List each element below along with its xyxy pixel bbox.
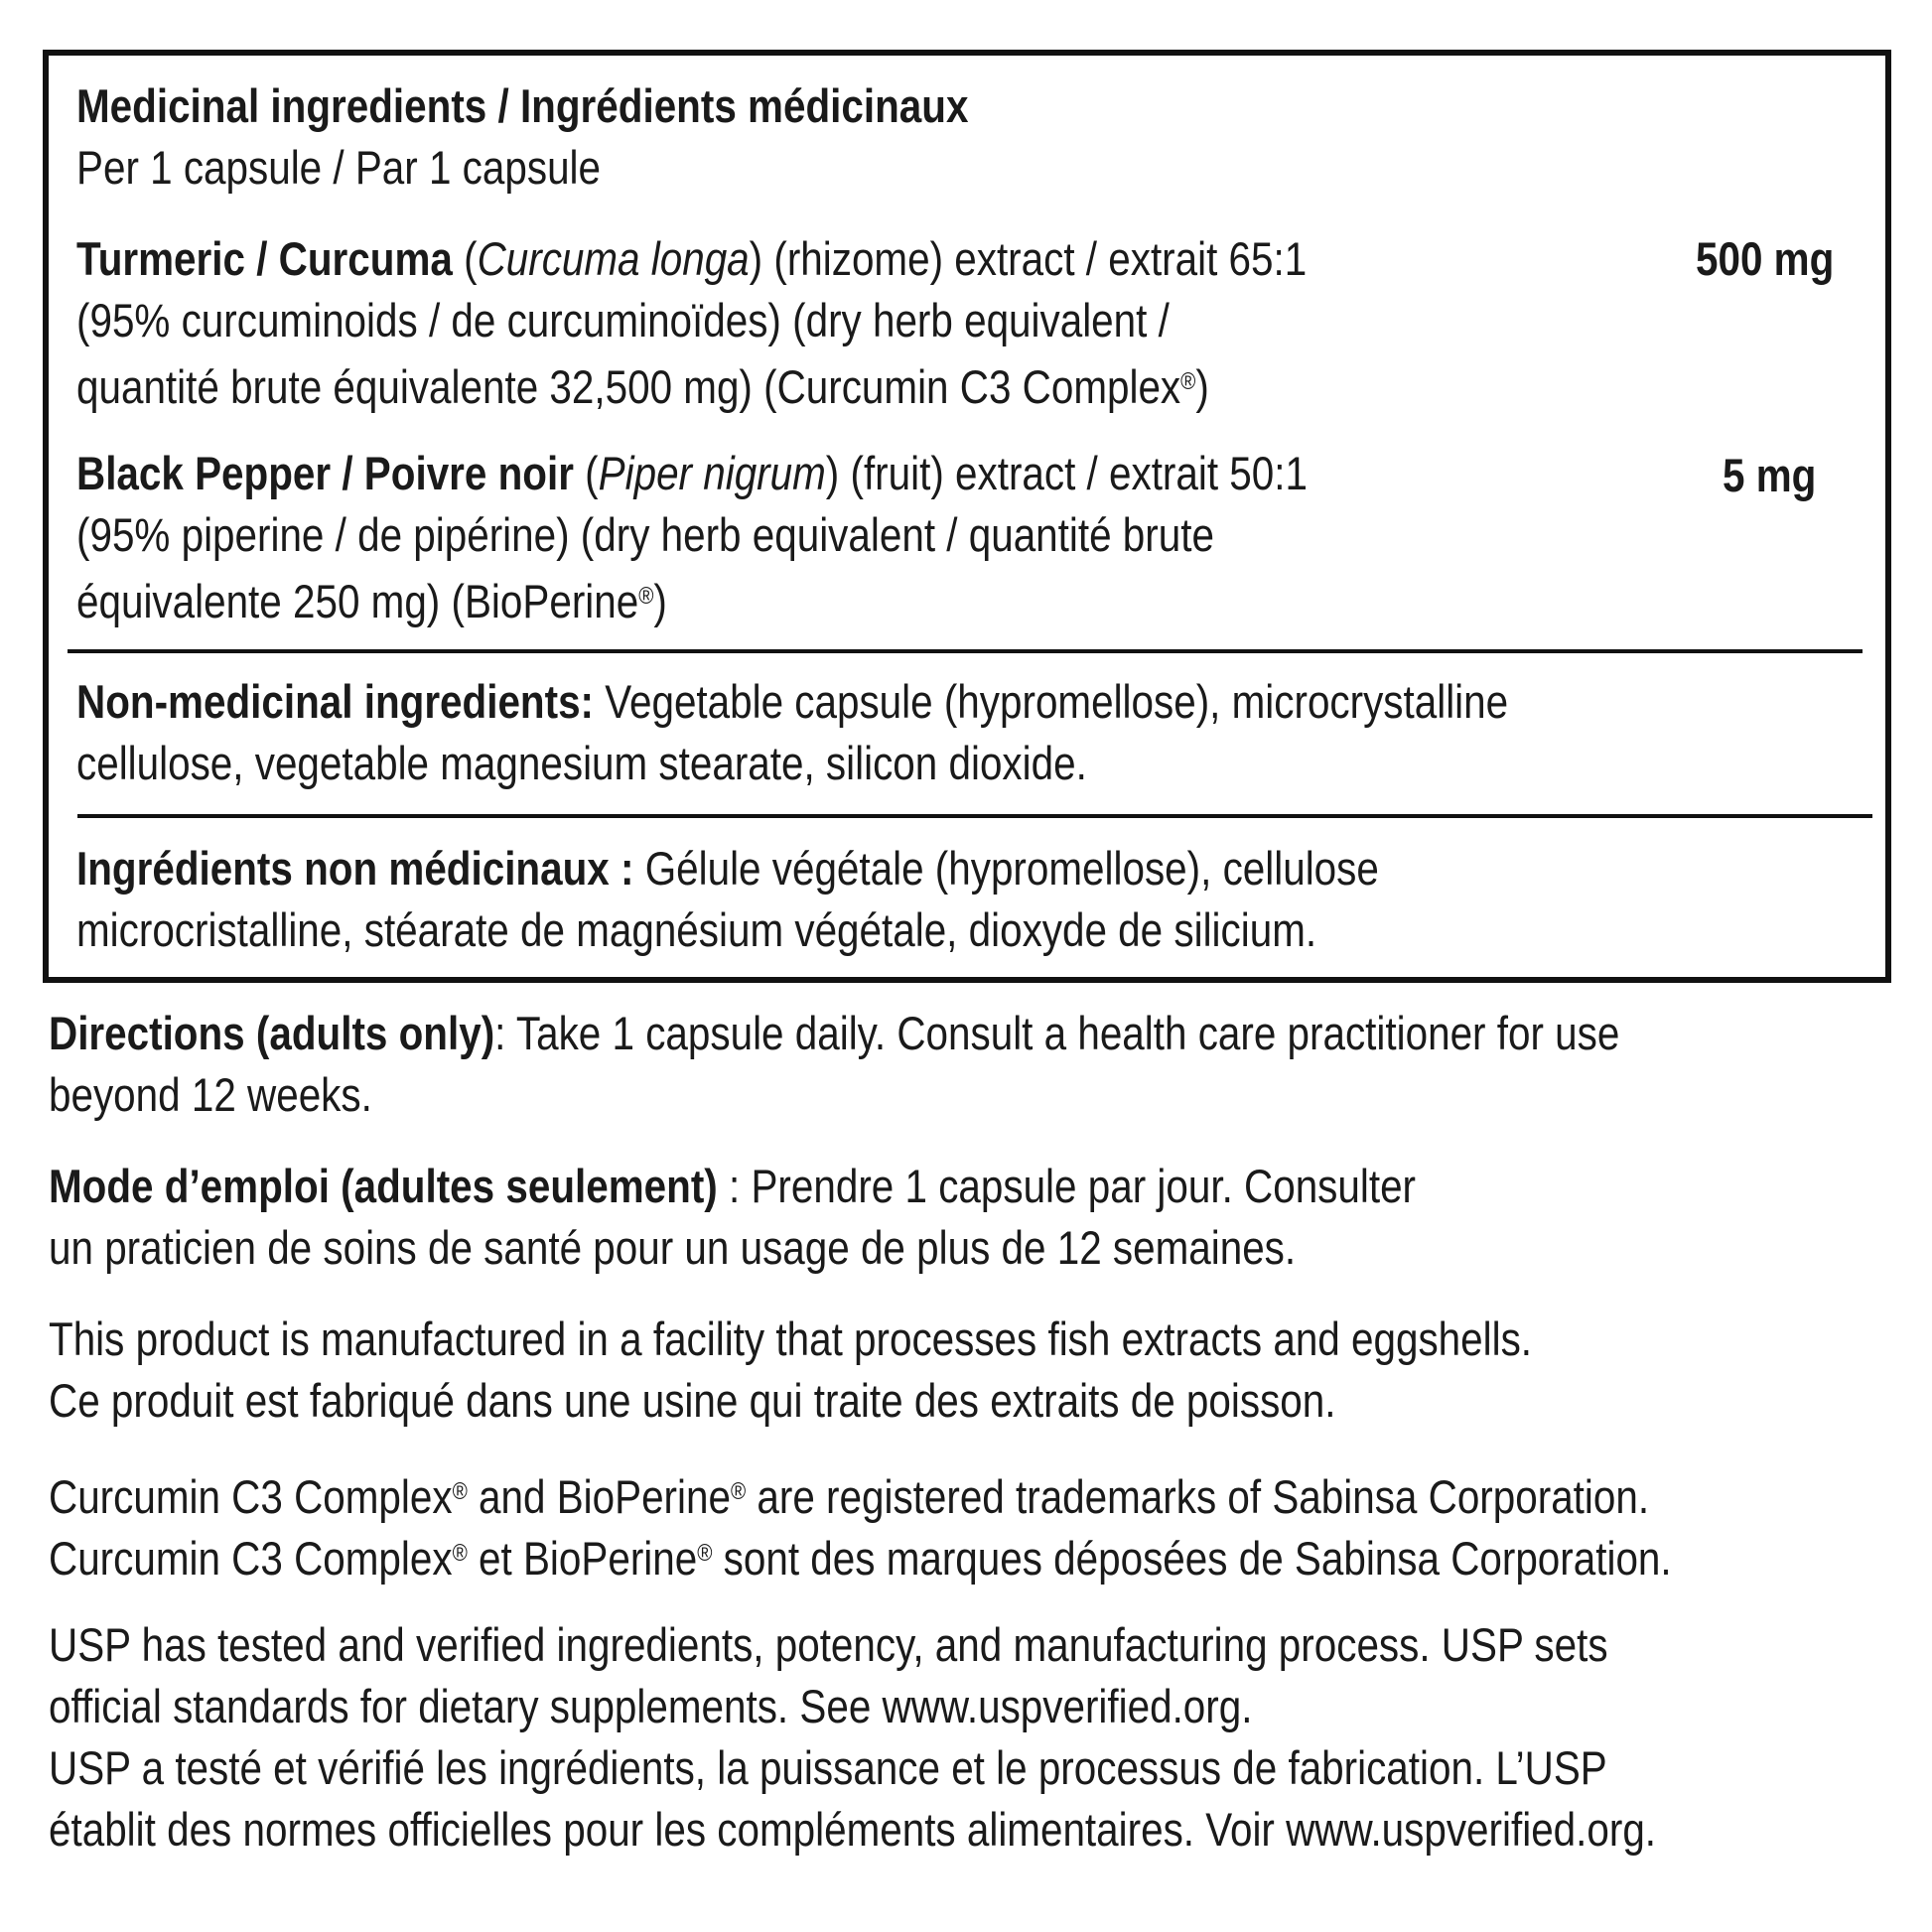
pepper-line-2: (95% piperine / de pipérine) (dry herb equivalent / quantité brute: [76, 508, 1214, 561]
directions-fr-label: Mode d’emploi (adultes seulement): [49, 1160, 718, 1212]
facility-fr: Ce produit est fabriqué dans une usine qui traite des extraits de poisson.: [49, 1374, 1336, 1427]
non-medicinal-en-label: Non-medicinal ingredients:: [76, 675, 595, 728]
registered-mark: ®: [452, 1478, 468, 1505]
non-medicinal-fr-label: Ingrédients non médicinaux :: [76, 842, 634, 895]
pepper-line-3: équivalente 250 mg) (BioPerine®): [76, 575, 667, 627]
turmeric-name: Turmeric / Curcuma: [76, 232, 453, 285]
turmeric-latin-name: Curcuma longa: [477, 232, 750, 285]
non-medicinal-en-line-1: Non-medicinal ingredients: Vegetable capsule (hypromellose), microcrystalline: [76, 675, 1509, 728]
directions-fr-line-1: Mode d’emploi (adultes seulement) : Prendre 1 capsule par jour. Consulter: [49, 1160, 1417, 1212]
divider-2: [77, 814, 1872, 818]
pepper-line-1: Black Pepper / Poivre noir (Piper nigrum) (fruit) extract / extrait 50:1: [76, 447, 1308, 499]
trademarks-en: Curcumin C3 Complex® and BioPerine® are registered trademarks of Sabinsa Corporation.: [49, 1470, 1650, 1523]
medicinal-heading: Medicinal ingredients / Ingrédients médicinaux: [76, 79, 969, 132]
divider-1: [68, 649, 1863, 653]
pepper-amount: 5 mg: [1723, 449, 1817, 501]
non-medicinal-fr-line-1: Ingrédients non médicinaux : Gélule végétale (hypromellose), cellulose: [76, 842, 1379, 895]
directions-fr-line-2: un praticien de soins de santé pour un usage de plus de 12 semaines.: [49, 1221, 1297, 1274]
turmeric-amount: 500 mg: [1696, 232, 1835, 285]
usp-line-1: USP has tested and verified ingredients, potency, and manufacturing process. USP sets: [49, 1618, 1608, 1671]
non-medicinal-en-line-2: cellulose, vegetable magnesium stearate, silicon dioxide.: [76, 737, 1087, 789]
registered-mark: ®: [452, 1540, 468, 1567]
turmeric-line-1: Turmeric / Curcuma (Curcuma longa) (rhizome) extract / extrait 65:1: [76, 232, 1308, 285]
turmeric-line-3: quantité brute équivalente 32,500 mg) (Curcumin C3 Complex®): [76, 360, 1209, 413]
per-capsule-text: Per 1 capsule / Par 1 capsule: [76, 141, 602, 194]
directions-en-line-1: Directions (adults only): Take 1 capsule daily. Consult a health care practitioner for use: [49, 1007, 1620, 1059]
pepper-name: Black Pepper / Poivre noir: [76, 447, 574, 499]
registered-mark: ®: [1180, 368, 1196, 395]
trademarks-fr: Curcumin C3 Complex® et BioPerine® sont des marques déposées de Sabinsa Corporation.: [49, 1532, 1672, 1585]
registered-mark: ®: [697, 1540, 713, 1567]
registered-mark: ®: [638, 583, 654, 610]
usp-line-2: official standards for dietary supplements. See www.uspverified.org.: [49, 1680, 1253, 1732]
usp-line-3: USP a testé et vérifié les ingrédients, la puissance et le processus de fabrication. L’USP: [49, 1741, 1607, 1794]
turmeric-line-2: (95% curcuminoids / de curcuminoïdes) (dry herb equivalent /: [76, 294, 1170, 346]
usp-line-4: établit des normes officielles pour les compléments alimentaires. Voir www.uspverified.org.: [49, 1803, 1657, 1856]
directions-en-label: Directions (adults only): [49, 1007, 495, 1059]
directions-en-line-2: beyond 12 weeks.: [49, 1068, 372, 1121]
pepper-latin-name: Piper nigrum: [598, 447, 826, 499]
facility-en: This product is manufactured in a facility that processes fish extracts and eggshells.: [49, 1312, 1533, 1365]
non-medicinal-fr-line-2: microcristalline, stéarate de magnésium végétale, dioxyde de silicium.: [76, 903, 1317, 956]
registered-mark: ®: [730, 1478, 747, 1505]
